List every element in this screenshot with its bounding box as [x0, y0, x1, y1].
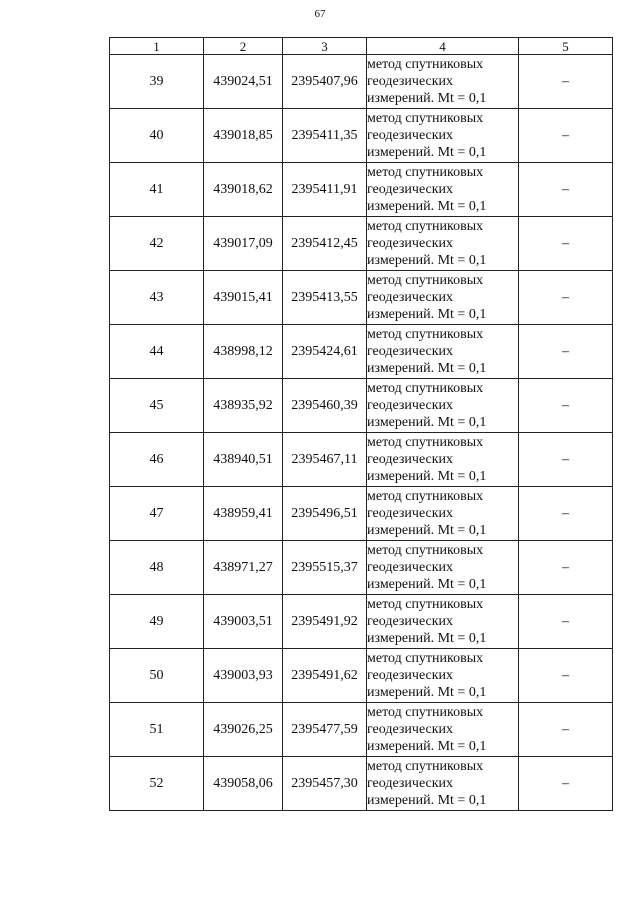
- header-row: [110, 38, 613, 55]
- y-coordinate-cell: 2395491,62: [283, 649, 367, 703]
- coordinates-table: [109, 37, 613, 811]
- method-cell: метод спутниковых геодезических измерений. Mt = 0,1: [367, 325, 519, 379]
- table-body: [110, 55, 613, 811]
- x-coordinate-cell: 438998,12: [204, 325, 283, 379]
- note-cell: –: [519, 325, 613, 379]
- x-coordinate-cell: 439003,93: [204, 649, 283, 703]
- note-cell: –: [519, 595, 613, 649]
- x-coordinate-cell: 439024,51: [204, 55, 283, 109]
- x-coordinate-cell: 438971,27: [204, 541, 283, 595]
- method-cell: метод спутниковых геодезических измерений. Mt = 0,1: [367, 271, 519, 325]
- y-coordinate-cell: 2395407,96: [283, 55, 367, 109]
- note-cell: –: [519, 541, 613, 595]
- x-coordinate-cell: 439026,25: [204, 703, 283, 757]
- x-coordinate-cell: 438940,51: [204, 433, 283, 487]
- note-cell: –: [519, 109, 613, 163]
- table-row: [110, 325, 613, 379]
- table-row: [110, 541, 613, 595]
- method-cell: метод спутниковых геодезических измерений. Mt = 0,1: [367, 487, 519, 541]
- note-cell: –: [519, 433, 613, 487]
- x-coordinate-cell: 439017,09: [204, 217, 283, 271]
- table-row: [110, 379, 613, 433]
- y-coordinate-cell: 2395477,59: [283, 703, 367, 757]
- table-row: [110, 487, 613, 541]
- method-cell: метод спутниковых геодезических измерений. Mt = 0,1: [367, 217, 519, 271]
- y-coordinate-cell: 2395413,55: [283, 271, 367, 325]
- point-number-cell: 52: [110, 757, 204, 811]
- method-cell: метод спутниковых геодезических измерений. Mt = 0,1: [367, 163, 519, 217]
- table-row: [110, 757, 613, 811]
- method-cell: метод спутниковых геодезических измерений. Mt = 0,1: [367, 55, 519, 109]
- method-cell: метод спутниковых геодезических измерений. Mt = 0,1: [367, 379, 519, 433]
- point-number-cell: 42: [110, 217, 204, 271]
- y-coordinate-cell: 2395496,51: [283, 487, 367, 541]
- note-cell: –: [519, 55, 613, 109]
- point-number-cell: 44: [110, 325, 204, 379]
- point-number-cell: 49: [110, 595, 204, 649]
- column-header-4: 4: [367, 38, 519, 55]
- note-cell: –: [519, 487, 613, 541]
- y-coordinate-cell: 2395460,39: [283, 379, 367, 433]
- y-coordinate-cell: 2395467,11: [283, 433, 367, 487]
- table-row: [110, 649, 613, 703]
- column-header-2: 2: [204, 38, 283, 55]
- note-cell: –: [519, 163, 613, 217]
- column-header-1: 1: [110, 38, 204, 55]
- x-coordinate-cell: 439018,62: [204, 163, 283, 217]
- page-number: 67: [314, 8, 326, 20]
- point-number-cell: 41: [110, 163, 204, 217]
- note-cell: –: [519, 217, 613, 271]
- x-coordinate-cell: 439058,06: [204, 757, 283, 811]
- table-row: [110, 55, 613, 109]
- column-header-3: 3: [283, 38, 367, 55]
- method-cell: метод спутниковых геодезических измерений. Mt = 0,1: [367, 109, 519, 163]
- method-cell: метод спутниковых геодезических измерений. Mt = 0,1: [367, 703, 519, 757]
- point-number-cell: 50: [110, 649, 204, 703]
- y-coordinate-cell: 2395412,45: [283, 217, 367, 271]
- x-coordinate-cell: 439003,51: [204, 595, 283, 649]
- table-header: [110, 38, 613, 55]
- table-row: [110, 595, 613, 649]
- note-cell: –: [519, 379, 613, 433]
- table-row: [110, 703, 613, 757]
- point-number-cell: 39: [110, 55, 204, 109]
- note-cell: –: [519, 271, 613, 325]
- point-number-cell: 46: [110, 433, 204, 487]
- y-coordinate-cell: 2395424,61: [283, 325, 367, 379]
- y-coordinate-cell: 2395411,91: [283, 163, 367, 217]
- method-cell: метод спутниковых геодезических измерений. Mt = 0,1: [367, 541, 519, 595]
- method-cell: метод спутниковых геодезических измерений. Mt = 0,1: [367, 649, 519, 703]
- table-row: [110, 433, 613, 487]
- point-number-cell: 45: [110, 379, 204, 433]
- method-cell: метод спутниковых геодезических измерений. Mt = 0,1: [367, 595, 519, 649]
- x-coordinate-cell: 439015,41: [204, 271, 283, 325]
- x-coordinate-cell: 438959,41: [204, 487, 283, 541]
- point-number-cell: 51: [110, 703, 204, 757]
- point-number-cell: 47: [110, 487, 204, 541]
- point-number-cell: 40: [110, 109, 204, 163]
- table-row: [110, 271, 613, 325]
- method-cell: метод спутниковых геодезических измерений. Mt = 0,1: [367, 433, 519, 487]
- y-coordinate-cell: 2395457,30: [283, 757, 367, 811]
- note-cell: –: [519, 757, 613, 811]
- table-row: [110, 109, 613, 163]
- y-coordinate-cell: 2395491,92: [283, 595, 367, 649]
- method-cell: метод спутниковых геодезических измерений. Mt = 0,1: [367, 757, 519, 811]
- note-cell: –: [519, 649, 613, 703]
- table-row: [110, 217, 613, 271]
- point-number-cell: 43: [110, 271, 204, 325]
- x-coordinate-cell: 439018,85: [204, 109, 283, 163]
- note-cell: –: [519, 703, 613, 757]
- y-coordinate-cell: 2395411,35: [283, 109, 367, 163]
- column-header-5: 5: [519, 38, 613, 55]
- point-number-cell: 48: [110, 541, 204, 595]
- table-row: [110, 163, 613, 217]
- y-coordinate-cell: 2395515,37: [283, 541, 367, 595]
- x-coordinate-cell: 438935,92: [204, 379, 283, 433]
